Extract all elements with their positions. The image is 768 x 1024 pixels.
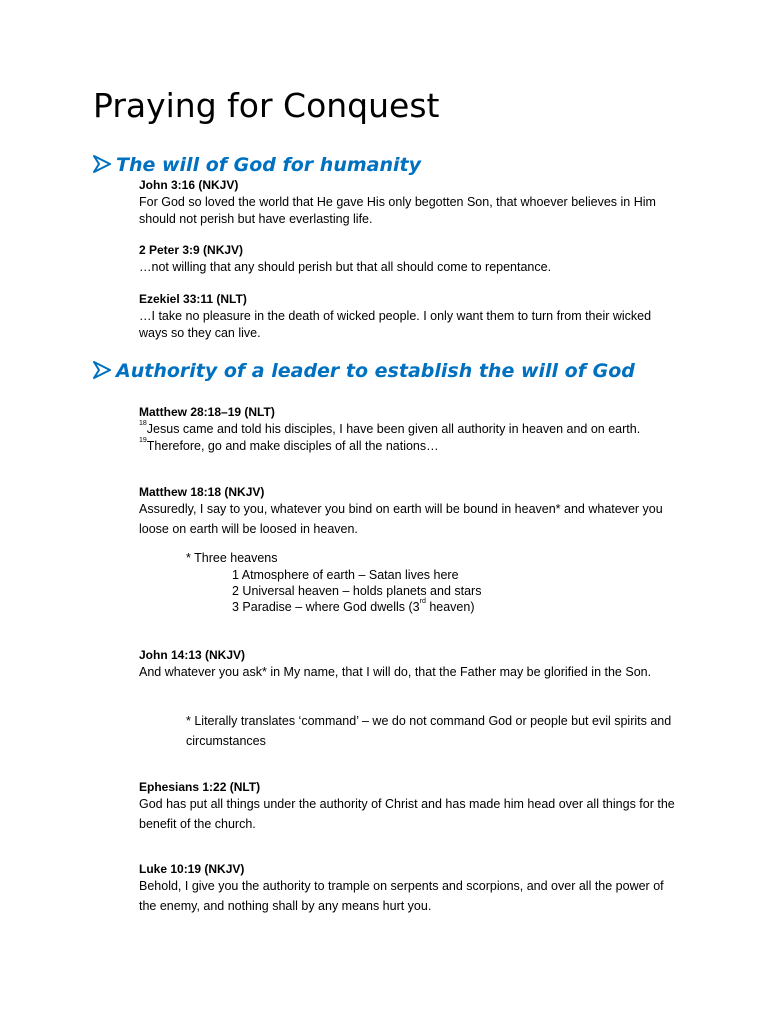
section-heading-will-of-god: [93, 154, 653, 176]
scripture-text: …not willing that any should perish but that all should come to repentance.: [139, 260, 552, 274]
ordinal-suffix: rd: [419, 598, 426, 605]
scripture-text: And whatever you ask* in My name, that I will do, that the Father may be glorified in the Son.: [139, 665, 652, 679]
footnote-note: * Literally translates ‘command’ – we do not command God or people but evil spirits and circumstances: [186, 714, 672, 748]
scripture-text: Assuredly, I say to you, whatever you bind on earth will be bound in heaven* and whatever you loose on earth will be loosed in heaven.: [139, 502, 663, 536]
scripture-reference: Matthew 18:18 (NKJV): [139, 485, 265, 499]
scripture-reference: Ezekiel 33:11 (NLT): [139, 292, 247, 306]
verse-text: Jesus came and told his disciples, I have been given all authority in heaven and on earth.: [146, 422, 641, 436]
scripture-text: …I take no pleasure in the death of wicked people. I only want them to turn from their wicked ways so they can live.: [139, 309, 652, 340]
scripture-reference: John 3:16 (NKJV): [139, 178, 239, 192]
scripture-text: God has put all things under the authority of Christ and has made him head over all things for the benefit of the church.: [139, 797, 675, 831]
scripture-text: Behold, I give you the authority to trample on serpents and scorpions, and over all the power of the enemy, and nothing shall by any means hurt you.: [139, 879, 664, 913]
footnote-item: [232, 599, 475, 616]
arrow-bullet-icon: [93, 155, 111, 173]
scripture-reference: 2 Peter 3:9 (NKJV): [139, 243, 244, 257]
verse-number: 19: [139, 436, 147, 444]
verse-text: Therefore, go and make disciples of all the nations…: [146, 438, 439, 453]
page-title: Praying for Conquest: [93, 86, 440, 125]
footnote-item: 1 Atmosphere of earth – Satan lives here: [232, 568, 459, 582]
scripture-reference: Luke 10:19 (NKJV): [139, 862, 245, 876]
footnote-text: heaven): [425, 600, 475, 614]
arrow-bullet-icon: [93, 361, 111, 379]
scripture-text: For God so loved the world that He gave His only begotten Son, that whoever believes in Him should not perish but have everlasting life.: [139, 195, 656, 226]
scripture-reference: John 14:13 (NKJV): [139, 648, 246, 662]
verse-number: 18: [139, 420, 147, 427]
scripture-reference: Ephesians 1:22 (NLT): [139, 780, 261, 794]
verse-line: [139, 421, 679, 438]
verse-line: [139, 438, 679, 455]
scripture-text: [139, 421, 679, 454]
section-heading-authority: [93, 360, 653, 382]
footnote-title: * Three heavens: [186, 551, 278, 565]
footnote-text: 3 Paradise – where God dwells (3: [232, 600, 420, 614]
footnote-item: 2 Universal heaven – holds planets and stars: [232, 584, 482, 598]
scripture-reference: Matthew 28:18–19 (NLT): [139, 405, 275, 419]
section-heading-text: Authority of a leader to establish the will of God: [116, 360, 635, 382]
section-heading-text: The will of God for humanity: [116, 154, 421, 176]
